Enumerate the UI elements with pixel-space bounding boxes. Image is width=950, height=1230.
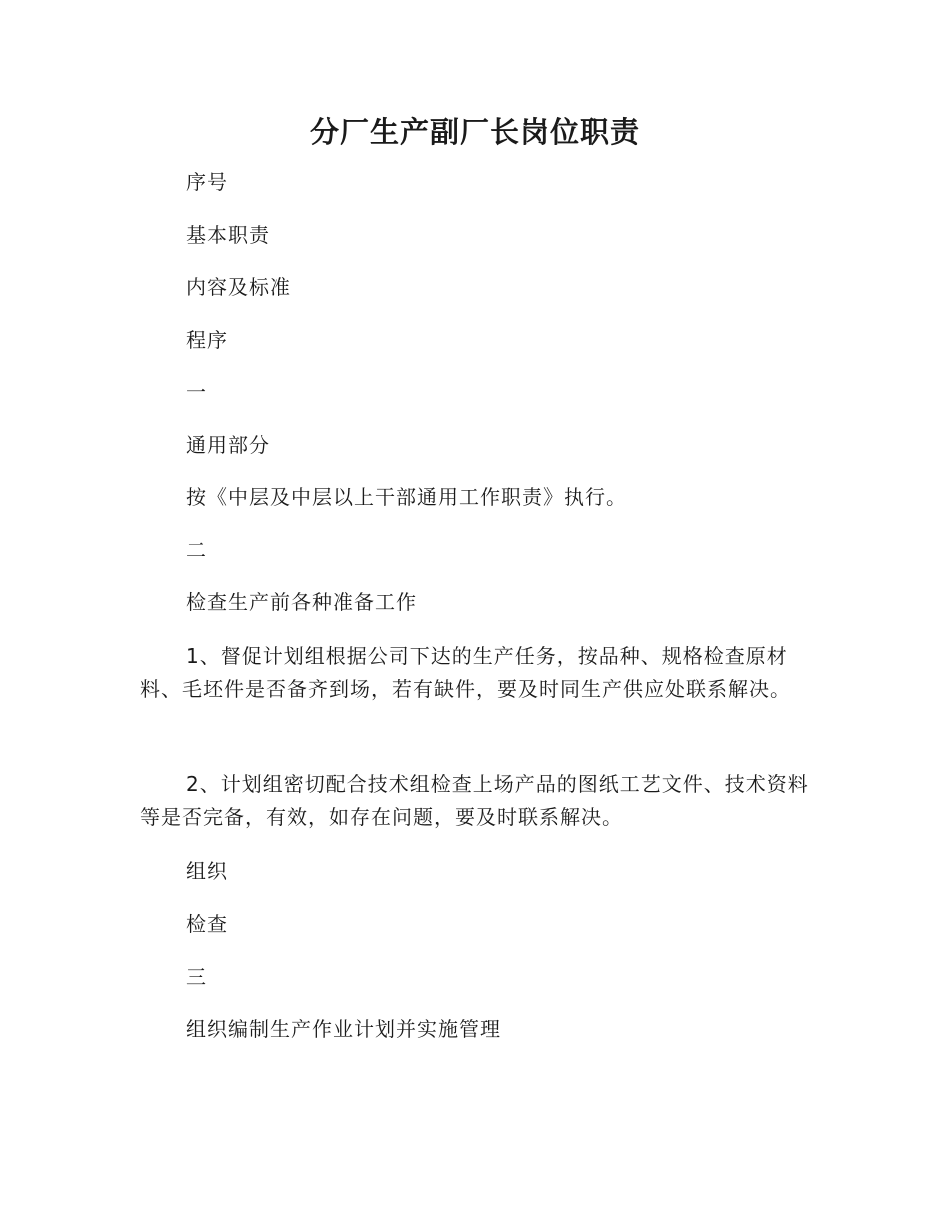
general-duties-text: 按《中层及中层以上干部通用工作职责》执行。 [186, 485, 627, 509]
section-heading-production-plan: 组织编制生产作业计划并实施管理 [186, 1017, 501, 1041]
procedure-inspect: 检查 [186, 912, 228, 936]
section-number-1: 一 [186, 380, 207, 404]
procedure-organize: 组织 [186, 859, 228, 883]
section-heading-general: 通用部分 [186, 433, 270, 457]
section-heading-preparation: 检查生产前各种准备工作 [186, 590, 417, 614]
section-number-2: 二 [186, 538, 207, 562]
document-title: 分厂生产副厂长岗位职责 [309, 115, 640, 149]
paragraph-technical-docs: 2、计划组密切配合技术组检查上场产品的图纸工艺文件、技术资料等是否完备，有效，如存在问题，要及时联系解决。 [140, 772, 809, 829]
item-procedure: 程序 [186, 328, 228, 352]
item-content-standards: 内容及标准 [186, 275, 291, 299]
item-serial-number: 序号 [186, 170, 228, 194]
section-number-3: 三 [186, 965, 207, 989]
item-basic-duties: 基本职责 [186, 223, 270, 247]
paragraph-material-check: 1、督促计划组根据公司下达的生产任务，按品种、规格检查原材料、毛坯件是否备齐到场，若有缺件，要及时同生产供应处联系解决。 [140, 644, 791, 701]
